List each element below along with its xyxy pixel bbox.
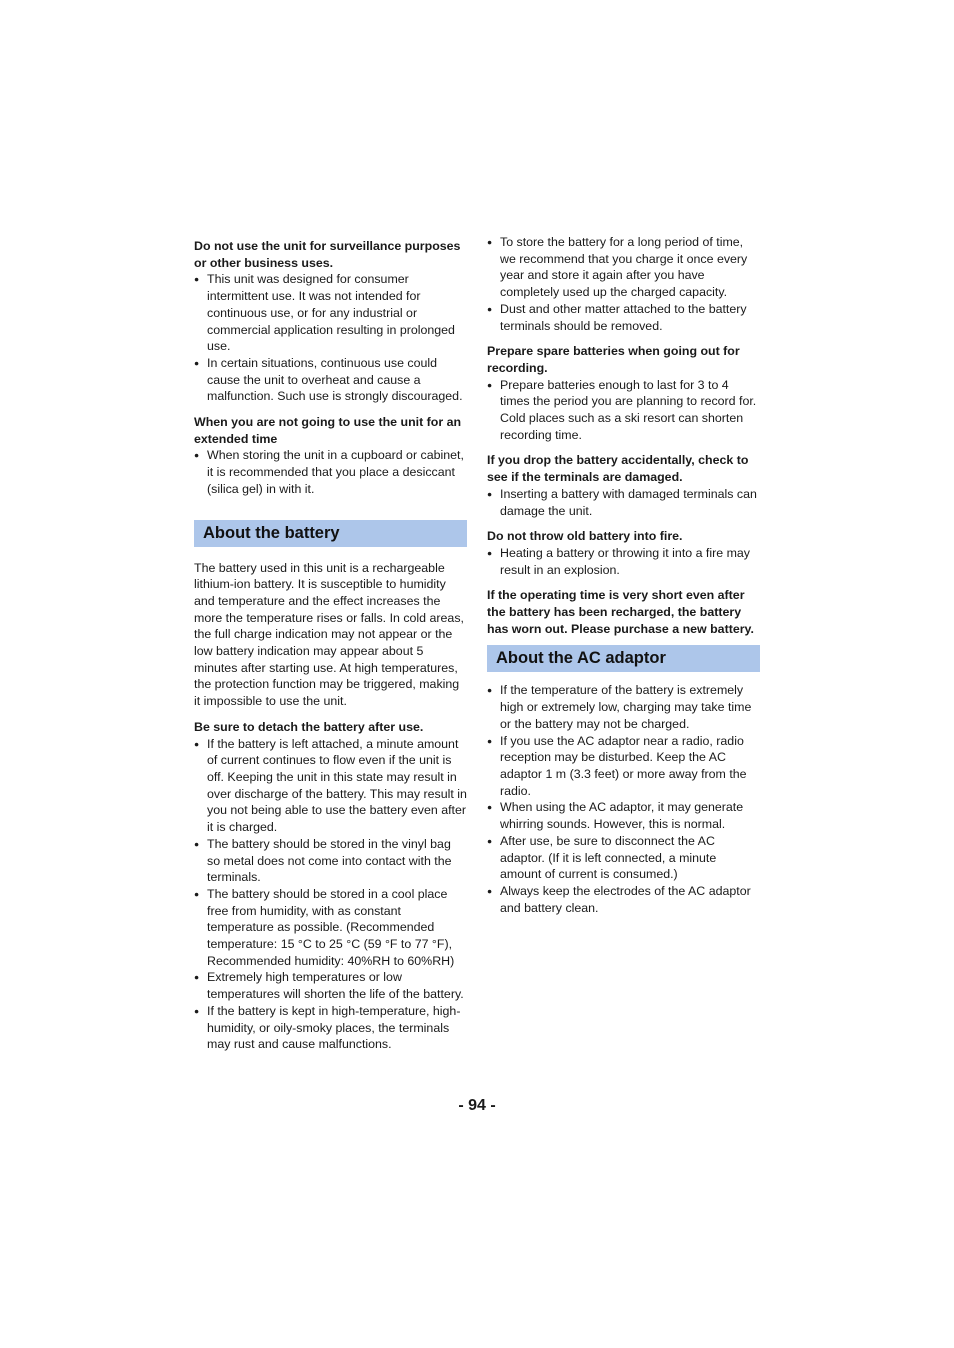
list-item: ● If the battery is left attached, a minute amount of current continues to flow even if the unit is off. Keeping the unit in this state may result in over discharge of the battery. This may result in you not being able to use the battery even after it is charged. xyxy=(194,736,467,836)
list-item: ● Dust and other matter attached to the battery terminals should be removed. xyxy=(487,301,760,334)
right-column xyxy=(487,234,760,916)
list-item: ● The battery should be stored in the vinyl bag so metal does not come into contact with the terminals. xyxy=(194,836,467,886)
list-item: ● Always keep the electrodes of the AC adaptor and battery clean. xyxy=(487,883,760,916)
storage-list xyxy=(487,234,760,334)
list-item: ● Inserting a battery with damaged terminals can damage the unit. xyxy=(487,486,760,519)
detach-list xyxy=(194,736,467,1053)
surveillance-list xyxy=(194,271,467,405)
page-number: - 94 - xyxy=(458,1097,496,1114)
fire-list xyxy=(487,545,760,578)
ac-adaptor-list xyxy=(487,682,760,916)
surveillance-heading: Do not use the unit for surveillance purposes or other business uses. xyxy=(194,239,461,270)
list-item: ● Heating a battery or throwing it into a fire may result in an explosion. xyxy=(487,545,760,578)
battery-intro: The battery used in this unit is a rechargeable lithium-ion battery. It is susceptible to humidity and temperature and the effect increases the more the temperature rises or falls. In cold areas, the full charge indication may not appear or the low battery indication may appear about 5 minutes after starting use. At high temperatures, the protection function may be triggered, making it impossible to use the unit. xyxy=(194,560,464,709)
detach-heading: Be sure to detach the battery after use. xyxy=(194,719,424,734)
ac-adaptor-section-title: About the AC adaptor xyxy=(487,645,760,672)
drop-battery-list xyxy=(487,486,760,519)
list-item: ● The battery should be stored in a cool place free from humidity, with as constant temperature as possible. (Recommended temperature: 15 °C to 25 °C (59 °F to 77 °F), Recommended humidity: 40%RH to 60%RH) xyxy=(194,886,467,970)
spare-batteries-heading: Prepare spare batteries when going out for recording. xyxy=(487,344,740,375)
fire-heading: Do not throw old battery into fire. xyxy=(487,529,683,544)
worn-out-heading: If the operating time is very short even after the battery has been recharged, the battery has worn out. Please purchase a new battery. xyxy=(487,588,754,636)
list-item: ● In certain situations, continuous use could cause the unit to overheat and cause a malfunction. Such use is strongly discouraged. xyxy=(194,355,467,405)
list-item: ● Extremely high temperatures or low temperatures will shorten the life of the battery. xyxy=(194,969,467,1002)
list-item: ● To store the battery for a long period of time, we recommend that you charge it once every year and store it again after you have completely used up the charged capacity. xyxy=(487,234,760,301)
list-item: ● If you use the AC adaptor near a radio, radio reception may be disturbed. Keep the AC adaptor 1 m (3.3 feet) or more away from the radio. xyxy=(487,733,760,800)
list-item: ● If the temperature of the battery is extremely high or extremely low, charging may take time or the battery may not be charged. xyxy=(487,682,760,732)
left-column xyxy=(194,238,467,1053)
list-item: ● Prepare batteries enough to last for 3 to 4 times the period you are planning to record for. Cold places such as a ski resort can shorten recording time. xyxy=(487,377,760,444)
list-item: ● When storing the unit in a cupboard or cabinet, it is recommended that you place a desiccant (silica gel) in with it. xyxy=(194,447,467,497)
drop-battery-heading: If you drop the battery accidentally, check to see if the terminals are damaged. xyxy=(487,453,749,485)
spare-batteries-list xyxy=(487,377,760,444)
list-item: ● After use, be sure to disconnect the AC adaptor. (If it is left connected, a minute amount of current is consumed.) xyxy=(487,833,760,883)
extended-time-list xyxy=(194,447,467,497)
list-item: ● If the battery is kept in high-temperature, high-humidity, or oily-smoky places, the terminals may rust and cause malfunctions. xyxy=(194,1003,467,1053)
list-item: ● This unit was designed for consumer intermittent use. It was not intended for continuous use, or for any industrial or commercial application resulting in prolonged use. xyxy=(194,271,467,355)
extended-time-heading: When you are not going to use the unit for an extended time xyxy=(194,415,462,446)
list-item: ● When using the AC adaptor, it may generate whirring sounds. However, this is normal. xyxy=(487,799,760,832)
battery-section-title: About the battery xyxy=(194,520,467,547)
